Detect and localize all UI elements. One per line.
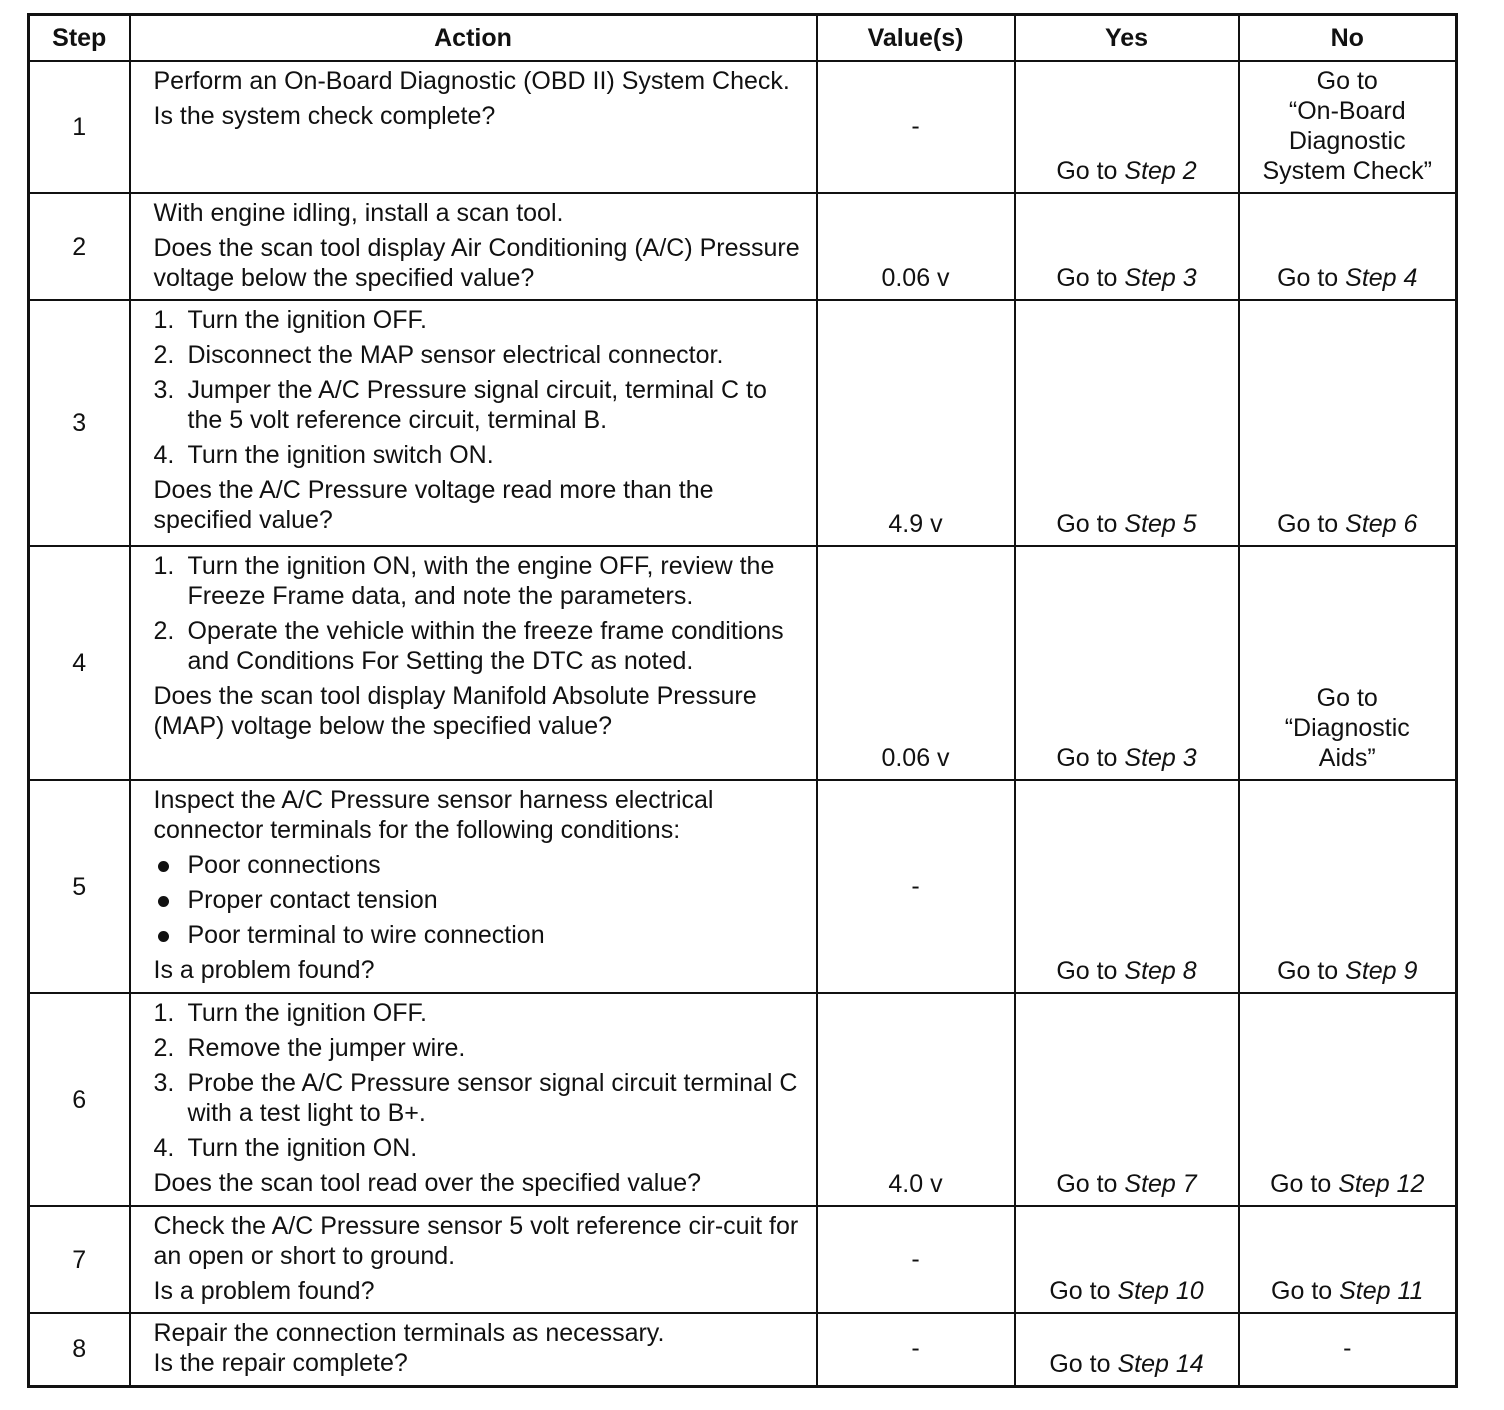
no-cell: [1239, 300, 1457, 546]
no-prefix: Go to: [1271, 1277, 1340, 1305]
no-step-link: Step 6: [1345, 510, 1418, 538]
table-row: [29, 993, 1457, 1206]
header-values: Value(s): [817, 15, 1015, 62]
action-text: With engine idling, install a scan tool.: [153, 199, 564, 227]
list-item: [154, 551, 806, 611]
list-marker: 1.: [153, 306, 175, 334]
table-row: [29, 61, 1457, 193]
action-question: Does the A/C Pressure voltage read more than the specified value?: [153, 476, 714, 534]
yes-step-link: Step 8: [1124, 957, 1197, 985]
yes-step-link: Step 14: [1117, 1349, 1204, 1378]
list-item: [154, 375, 806, 435]
no-step-link: Step 4: [1345, 264, 1418, 292]
list-marker: 4.: [153, 441, 175, 469]
step-number: 1: [29, 61, 130, 193]
list-marker: 1.: [153, 552, 175, 580]
no-cell: [1239, 193, 1457, 300]
yes-prefix: Go to: [1056, 264, 1125, 292]
value-cell: -: [817, 780, 1015, 993]
action-cell: [130, 1313, 817, 1386]
action-cell: [130, 1206, 817, 1313]
list-text: Turn the ignition OFF.: [187, 999, 427, 1027]
value-cell: -: [817, 61, 1015, 193]
list-marker: 2.: [153, 1034, 175, 1062]
list-text: Turn the ignition ON.: [187, 1134, 418, 1162]
yes-cell: [1015, 1206, 1239, 1313]
list-text: Operate the vehicle within the freeze frame conditions and Conditions For Setting the DTC as noted.: [187, 617, 784, 675]
no-line: “Diagnostic: [1284, 714, 1410, 742]
list-item: [154, 305, 806, 335]
action-question: Is a problem found?: [153, 956, 375, 984]
step-number: 5: [29, 780, 130, 993]
list-marker: 2.: [153, 341, 175, 369]
yes-cell: [1015, 193, 1239, 300]
no-line: “On-Board: [1288, 97, 1406, 125]
action-cell: [130, 300, 817, 546]
yes-prefix: Go to: [1049, 1349, 1118, 1378]
header-no: No: [1239, 15, 1457, 62]
bullet-text: Poor terminal to wire connection: [187, 921, 545, 949]
yes-step-link: Step 2: [1124, 157, 1197, 185]
table-row: [29, 546, 1457, 780]
no-cell: -: [1239, 1313, 1457, 1386]
yes-cell: [1015, 300, 1239, 546]
list-text: Turn the ignition switch ON.: [187, 441, 494, 469]
diagnostic-table: [27, 13, 1458, 1388]
list-marker: 1.: [153, 999, 175, 1027]
list-text: Disconnect the MAP sensor electrical connector.: [187, 341, 724, 369]
action-cell: [130, 780, 817, 993]
no-prefix: Go to: [1277, 510, 1346, 538]
bullet-icon: [158, 861, 169, 872]
step-number: 3: [29, 300, 130, 546]
action-cell: [130, 61, 817, 193]
list-item: [154, 998, 806, 1028]
bullet-item: [154, 920, 806, 950]
value-cell: 0.06 v: [817, 546, 1015, 780]
yes-prefix: Go to: [1049, 1277, 1118, 1305]
list-text: Jumper the A/C Pressure signal circuit, terminal C to the 5 volt reference circuit, terminal B.: [187, 376, 767, 434]
table-row: [29, 1313, 1457, 1386]
action-text: Repair the connection terminals as necessary.: [153, 1319, 665, 1347]
table-row: [29, 1206, 1457, 1313]
list-item: [154, 1133, 806, 1163]
no-line: Go to: [1316, 684, 1378, 712]
yes-prefix: Go to: [1056, 510, 1125, 538]
table-row: [29, 780, 1457, 993]
yes-prefix: Go to: [1056, 157, 1125, 185]
list-item: [154, 440, 806, 470]
list-text: Probe the A/C Pressure sensor signal circuit terminal C with a test light to B+.: [187, 1069, 798, 1127]
action-text: Check the A/C Pressure sensor 5 volt reference cir-cuit for an open or short to ground.: [153, 1212, 799, 1270]
no-prefix: Go to: [1277, 264, 1346, 292]
bullet-item: [154, 885, 806, 915]
value-cell: 0.06 v: [817, 193, 1015, 300]
list-marker: 3.: [153, 376, 175, 404]
no-step-link: Step 12: [1338, 1170, 1425, 1198]
action-question: Is a problem found?: [153, 1277, 375, 1305]
yes-prefix: Go to: [1056, 957, 1125, 985]
header-step: Step: [29, 15, 130, 62]
value-cell: 4.0 v: [817, 993, 1015, 1206]
no-cell: [1239, 780, 1457, 993]
action-question: Does the scan tool display Air Conditioning (A/C) Pressure voltage below the specified value?: [153, 234, 800, 292]
bullet-text: Proper contact tension: [187, 886, 438, 914]
no-line: Diagnostic: [1288, 127, 1406, 155]
no-prefix: Go to: [1277, 957, 1346, 985]
yes-step-link: Step 7: [1124, 1170, 1197, 1198]
step-number: 6: [29, 993, 130, 1206]
no-prefix: Go to: [1270, 1170, 1339, 1198]
bullet-text: Poor connections: [187, 851, 381, 879]
yes-step-link: Step 5: [1124, 510, 1197, 538]
action-cell: [130, 993, 817, 1206]
header-yes: Yes: [1015, 15, 1239, 62]
value-cell: -: [817, 1206, 1015, 1313]
list-item: [154, 1068, 806, 1128]
action-question: Does the scan tool display Manifold Absolute Pressure (MAP) voltage below the specified value?: [153, 682, 757, 740]
yes-step-link: Step 3: [1124, 264, 1197, 292]
table-row: [29, 300, 1457, 546]
table-header: [29, 15, 1457, 62]
action-cell: [130, 193, 817, 300]
no-cell: [1239, 61, 1457, 193]
list-marker: 3.: [153, 1069, 175, 1097]
list-marker: 2.: [153, 617, 175, 645]
yes-cell: [1015, 61, 1239, 193]
list-marker: 4.: [153, 1134, 175, 1162]
step-number: 8: [29, 1313, 130, 1386]
table-row: [29, 193, 1457, 300]
yes-cell: [1015, 1313, 1239, 1386]
action-question: Does the scan tool read over the specified value?: [153, 1169, 702, 1197]
yes-cell: [1015, 546, 1239, 780]
no-cell: [1239, 546, 1457, 780]
action-question: Is the repair complete?: [153, 1349, 408, 1377]
bullet-icon: [158, 931, 169, 942]
no-line: System Check”: [1262, 157, 1432, 185]
yes-prefix: Go to: [1056, 1170, 1125, 1198]
no-line: Aids”: [1318, 744, 1376, 772]
no-line: Go to: [1316, 67, 1378, 95]
list-text: Remove the jumper wire.: [187, 1034, 466, 1062]
no-cell: [1239, 993, 1457, 1206]
yes-step-link: Step 10: [1117, 1277, 1204, 1305]
step-number: 7: [29, 1206, 130, 1313]
no-step-link: Step 11: [1339, 1277, 1424, 1305]
list-item: [154, 340, 806, 370]
header-action: Action: [130, 15, 817, 62]
yes-prefix: Go to: [1056, 744, 1125, 772]
bullet-item: [154, 850, 806, 880]
action-cell: [130, 546, 817, 780]
action-text: Perform an On-Board Diagnostic (OBD II) System Check.: [153, 67, 790, 95]
action-text: Inspect the A/C Pressure sensor harness electrical connector terminals for the following conditions:: [153, 786, 714, 844]
list-text: Turn the ignition ON, with the engine OFF, review the Freeze Frame data, and note the parameters.: [187, 552, 775, 610]
step-number: 4: [29, 546, 130, 780]
action-question: Is the system check complete?: [153, 102, 496, 130]
bullet-icon: [158, 896, 169, 907]
header-row: [29, 15, 1457, 62]
value-cell: -: [817, 1313, 1015, 1386]
no-step-link: Step 9: [1345, 957, 1418, 985]
no-cell: [1239, 1206, 1457, 1313]
step-number: 2: [29, 193, 130, 300]
yes-cell: [1015, 780, 1239, 993]
yes-step-link: Step 3: [1124, 744, 1197, 772]
yes-cell: [1015, 993, 1239, 1206]
list-text: Turn the ignition OFF.: [187, 306, 427, 334]
value-cell: 4.9 v: [817, 300, 1015, 546]
list-item: [154, 1033, 806, 1063]
list-item: [154, 616, 806, 676]
